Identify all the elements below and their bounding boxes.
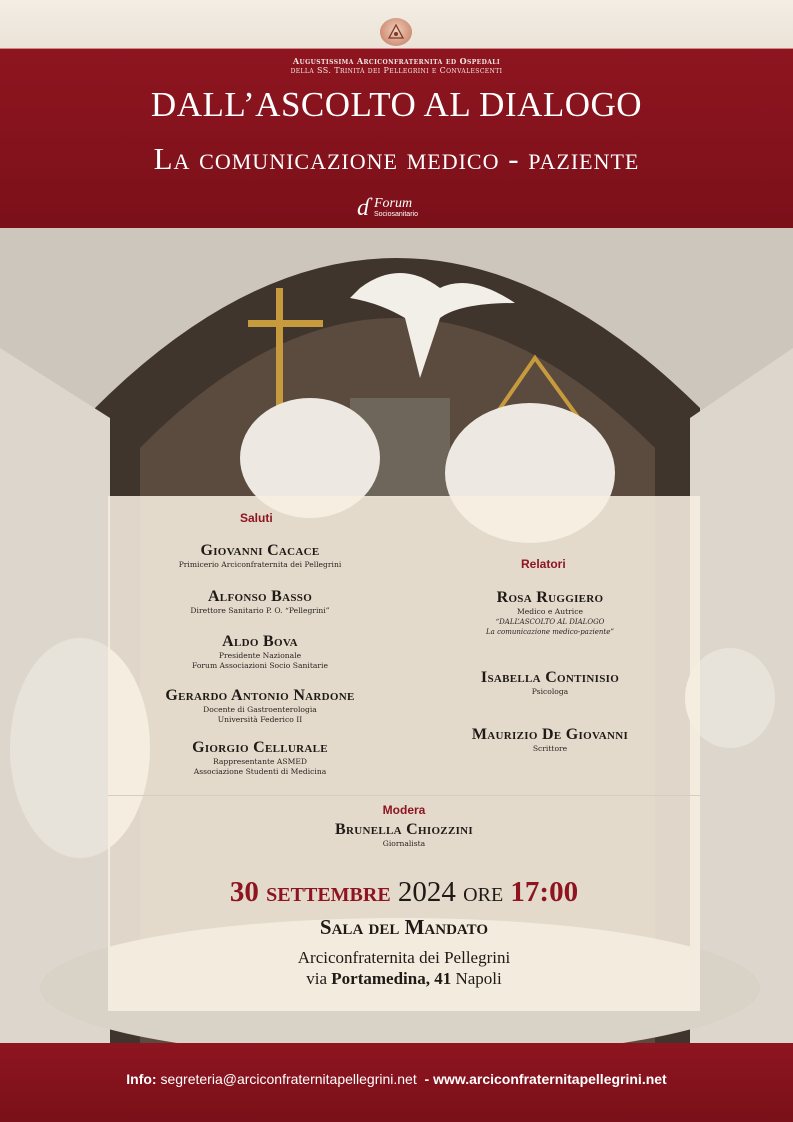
person-role-line2: Forum Associazioni Socio Sanitarie <box>192 661 328 670</box>
header-banner <box>0 48 793 231</box>
forum-logo <box>357 193 437 223</box>
person-role-line2: Associazione Studenti di Medicina <box>193 767 327 776</box>
person-name: Brunella Chiozzini <box>335 821 473 838</box>
person-name: Alfonso Basso <box>207 588 313 605</box>
saluti-person <box>110 738 410 777</box>
org-name-line1: Augustissima Arciconfraternita ed Ospedali <box>292 56 501 66</box>
forum-swirl-icon: ɗ <box>357 195 369 221</box>
person-role: Giornalista <box>382 839 426 848</box>
relatori-heading: Relatori <box>521 557 566 571</box>
person-role: Medico e Autrice <box>517 607 583 616</box>
info-label: Info: <box>126 1071 157 1087</box>
address-city: Napoli <box>451 969 502 988</box>
person-name: Maurizio De Giovanni <box>471 726 629 743</box>
event-day: 30 <box>229 876 259 908</box>
forum-logo-sub: Sociosanitario <box>374 211 418 218</box>
footer-separator: - <box>424 1071 430 1087</box>
person-role: Presidente Nazionale <box>218 651 302 660</box>
person-role: Docente di Gastroenterologia <box>203 705 317 714</box>
panel-divider <box>108 795 700 796</box>
email-link[interactable]: segreteria@arciconfraternitapellegrini.net <box>160 1071 417 1087</box>
book-title-line2: La comunicazione medico-paziente” <box>486 628 614 636</box>
event-month: settembre <box>266 876 391 908</box>
person-name: Gerardo Antonio Nardone <box>165 687 355 704</box>
modera-heading: Modera <box>382 803 426 817</box>
saluti-person <box>110 686 410 725</box>
website-link[interactable]: www.arciconfraternitapellegrini.net <box>433 1071 667 1087</box>
person-role-line2: Università Federico II <box>217 715 303 724</box>
person-name: Rosa Ruggiero <box>496 589 604 606</box>
person-role: Rappresentante ASMED <box>212 757 308 766</box>
event-title: DALL’ASCOLTO AL DIALOGO <box>150 85 643 124</box>
person-name: Isabella Continisio <box>480 669 620 686</box>
trinity-emblem-icon <box>380 18 412 46</box>
event-year: 2024 <box>397 876 456 908</box>
person-role: Psicologa <box>531 687 569 696</box>
address-prefix: via <box>306 969 332 988</box>
footer-info <box>0 1071 793 1087</box>
relatori-person <box>400 588 700 637</box>
address-line1: Arciconfraternita dei Pellegrini <box>297 948 511 967</box>
relatori-person <box>400 725 700 754</box>
person-name: Giovanni Cacace <box>200 542 320 559</box>
forum-logo-word: Forum <box>374 196 413 211</box>
event-subtitle: La comunicazione medico - paziente <box>153 141 640 176</box>
event-date <box>108 876 700 909</box>
moderator <box>254 820 554 849</box>
book-title-line1: “DALL’ASCOLTO AL DIALOGO <box>495 618 605 626</box>
relatori-person <box>400 668 700 697</box>
org-name-line2: della SS. Trinità dei Pellegrini e Convalescenti <box>290 66 503 75</box>
saluti-person <box>110 541 410 570</box>
event-venue: Sala del Mandato <box>319 915 489 939</box>
person-role: Scrittore <box>532 744 568 753</box>
event-time: 17:00 <box>510 876 579 908</box>
person-name: Aldo Bova <box>222 633 298 650</box>
person-role: Direttore Sanitario P. O. “Pellegrini” <box>190 606 330 615</box>
person-name: Giorgio Cellurale <box>192 739 328 756</box>
address-line2 <box>108 969 700 989</box>
saluti-heading: Saluti <box>240 511 273 525</box>
saluti-person <box>110 632 410 671</box>
person-role: Primicerio Arciconfraternita dei Pellegrini <box>178 560 342 569</box>
address-street: Portamedina, 41 <box>331 969 452 988</box>
footer-banner <box>0 1043 793 1122</box>
saluti-person <box>110 587 410 616</box>
event-ore: ore <box>463 876 504 908</box>
